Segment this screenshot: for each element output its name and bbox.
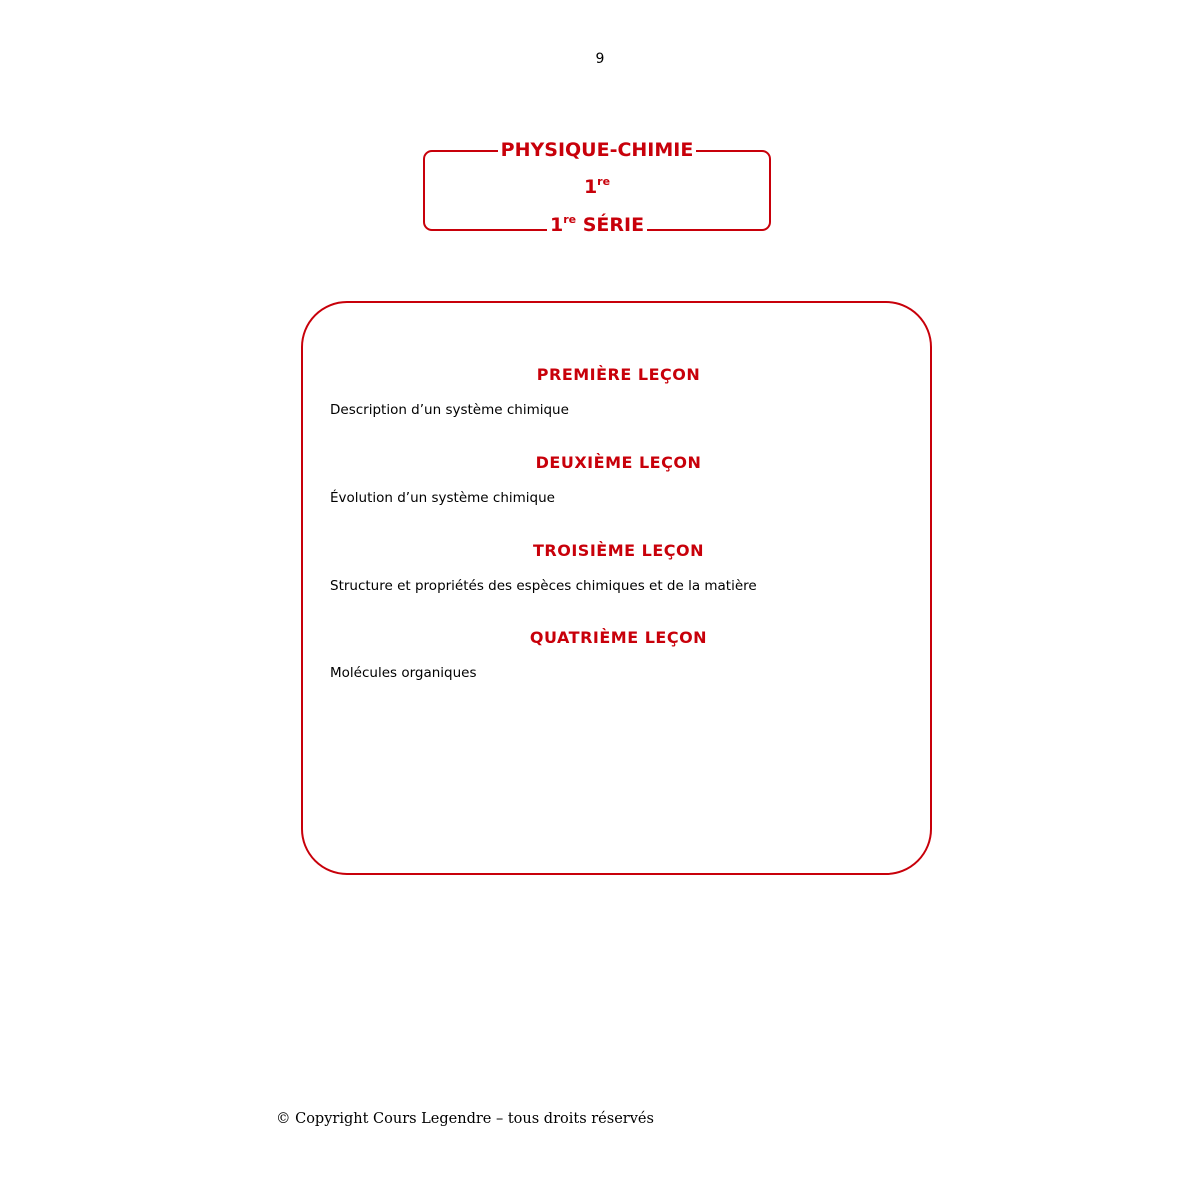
level-title [425, 176, 769, 198]
series-superscript: re [563, 213, 577, 226]
series-word: SÉRIE [582, 214, 645, 236]
subject-title [425, 139, 769, 161]
lesson-description-2: Évolution d’un système chimique [330, 490, 555, 506]
series-label [547, 214, 647, 236]
lesson-description-4: Molécules organiques [330, 665, 477, 681]
level-number: 1 [583, 176, 598, 198]
series-number: 1 [549, 214, 564, 236]
lessons-box [301, 301, 932, 875]
lesson-heading-2: DEUXIÈME LEÇON [535, 453, 702, 472]
lesson-description-3: Structure et propriétés des espèces chimiques et de la matière [330, 578, 757, 594]
page-number: 9 [595, 51, 605, 67]
title-box [423, 139, 771, 236]
copyright-notice: © Copyright Cours Legendre – tous droits réservés [276, 1111, 654, 1127]
lesson-heading-1: PREMIÈRE LEÇON [536, 365, 701, 384]
series-title [425, 214, 769, 236]
lesson-heading-4: QUATRIÈME LEÇON [529, 628, 708, 647]
lesson-description-1: Description d’un système chimique [330, 402, 569, 418]
lesson-heading-3: TROISIÈME LEÇON [533, 541, 704, 560]
subject-label: PHYSIQUE-CHIMIE [498, 139, 697, 161]
level-superscript: re [597, 175, 611, 188]
